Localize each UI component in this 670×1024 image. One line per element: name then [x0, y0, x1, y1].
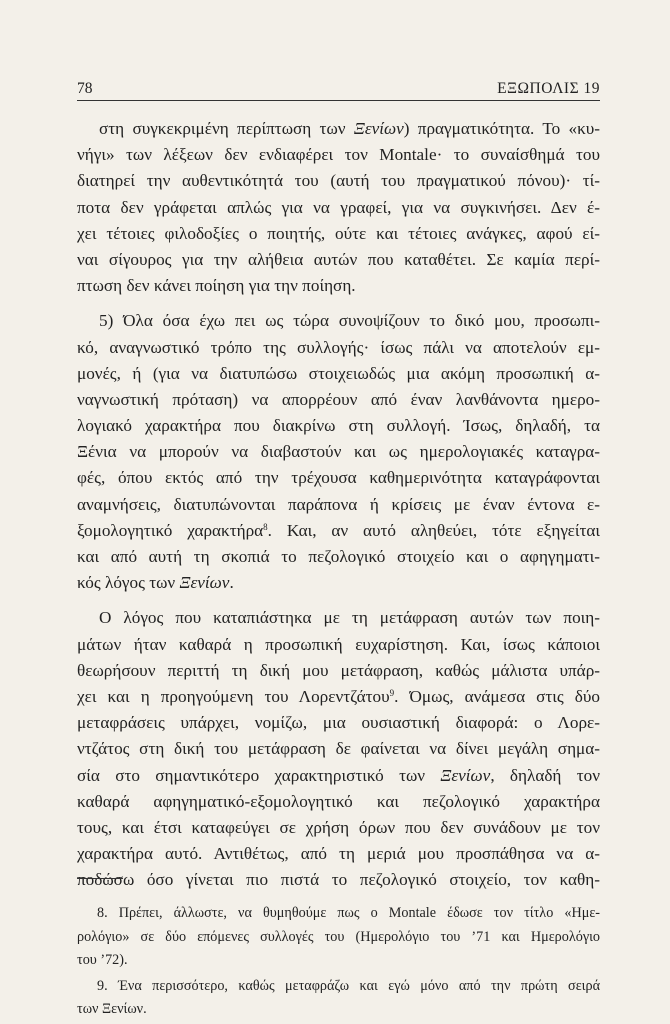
text-run: , δηλαδή τον — [490, 765, 600, 785]
text-line — [77, 247, 600, 273]
text-run: διατηρεί την αυθεντικότητά του (αυτή του πραγματικού πόνου)· τί- — [77, 171, 600, 191]
paragraph — [77, 605, 600, 893]
text-line — [77, 465, 600, 491]
text-run: ξομολογητικό χαρακτήρα — [77, 520, 264, 540]
text-line — [77, 413, 600, 439]
text-run: χει και η προηγούμενη του Λορεντζάτου — [77, 686, 390, 706]
text-line — [77, 998, 600, 1022]
italic-title: Ξενίων — [353, 119, 404, 138]
text-run: στη συγκεκριμένη περίπτωση των — [99, 119, 354, 138]
text-line — [77, 815, 600, 841]
text-run: ) πραγματικότητα. Το «κυ- — [403, 119, 600, 138]
running-header — [77, 78, 600, 101]
italic-title: Ξενίων — [179, 573, 230, 593]
text-run: ντζάτος στη δική του μετάφραση δε φαίνεται να δίνει μεγάλη σημα- — [77, 739, 600, 759]
text-run: λογιακό χαρακτήρα που διακρίνω στη συλλογή. Ίσως, δηλαδή, τα — [77, 416, 600, 436]
paragraph — [77, 116, 600, 299]
text-run: θεωρήσουν περιττή τη δική μου μετάφραση, καθώς μάλιστα υπάρ- — [77, 660, 600, 680]
text-line — [77, 902, 600, 926]
text-run: κός λόγος των — [77, 573, 180, 593]
text-line — [77, 142, 600, 168]
text-line — [77, 439, 600, 465]
text-line — [77, 570, 600, 596]
text-run: 5) Όλα όσα έχω πει ως τώρα συνοψίζουν το δικό μου, προσωπι- — [99, 311, 600, 331]
text-line — [77, 387, 600, 413]
text-line — [77, 949, 600, 973]
paragraph — [77, 308, 600, 596]
text-run: . — [229, 573, 234, 593]
italic-title: Ξενίων — [440, 765, 491, 785]
text-line — [77, 867, 600, 893]
text-run: Ο λόγος που καταπιάστηκα με τη μετάφραση αυτών των ποιη- — [99, 608, 600, 628]
text-run: 8. Πρέπει, άλλωστε, να θυμηθούμε πως ο Montale έδωσε τον τίτλο «Ημε- — [97, 905, 600, 921]
text-line — [77, 335, 600, 361]
text-run: των Ξενίων. — [77, 1001, 147, 1017]
text-line — [77, 492, 600, 518]
text-line — [77, 518, 600, 544]
text-line — [77, 684, 600, 710]
page-number: 78 — [77, 80, 93, 97]
text-run: και από αυτή τη σκοπιά το πεζολογικό στοιχείο και ο αφηγηματι- — [77, 547, 600, 566]
text-run: τους, και έτσι καταφεύγει σε χρήση όρων που δεν συνάδουν με τον — [77, 817, 600, 837]
text-run: ποτα δεν γράφεται απλώς για να γραφεί, για να συγκινήσει. Δεν έ- — [77, 197, 600, 217]
text-line — [77, 116, 600, 142]
text-run: ποδώσω όσο γίνεται πιο πιστά το πεζολογικό στοιχείο, τον καθη- — [77, 870, 600, 890]
footnote-reference: 8 — [263, 521, 268, 532]
text-line — [77, 975, 600, 999]
text-run: χει τέτοιες φιλοδοξίες ο ποιητής, ούτε και τέτοιες ανάγκες, αφού εί- — [77, 223, 600, 243]
text-line — [77, 632, 600, 658]
text-run: αναμνήσεις, διατυπώνονται παράπονα ή κρίσεις με έναν έντονα ε- — [77, 494, 600, 514]
footnotes — [77, 902, 600, 1024]
text-line — [77, 168, 600, 194]
text-run: νήγι» των λέξεων δεν ενδιαφέρει τον Montale· το συναίσθημά του — [77, 145, 600, 165]
text-line — [77, 221, 600, 247]
text-run: πτωση δεν κάνει ποίηση για την ποίηση. — [77, 276, 356, 296]
text-run: μεταφράσεις υπάρχει, νομίζω, μια ουσιαστική διαφορά: ο Λορε- — [77, 713, 600, 733]
text-line — [77, 273, 600, 299]
text-line — [77, 763, 600, 789]
text-run: χαρακτήρα αυτό. Αντιθέτως, από τη μεριά μου προσπάθησα να α- — [77, 844, 600, 864]
text-run: 9. Ένα περισσότερο, καθώς μεταφράζω και εγώ μόνο από την πρώτη σειρά — [97, 977, 600, 994]
text-run: του ’72). — [77, 952, 128, 968]
text-line — [77, 736, 600, 762]
text-run: κό, αναγνωστικό τρόπο της συλλογής· ίσως πάλι να αποτελούν εμ- — [77, 337, 600, 357]
text-run: ναι σίγουρος για την αλήθεια αυτών που καταθέτει. Σε καμία περί- — [77, 249, 600, 269]
text-run: φές, όπου εκτός από την τρέχουσα καθημερινότητα καταγράφονται — [77, 468, 600, 488]
text-run: μάτων ήταν καθαρά η προσωπική ευχαρίστηση. Και, ίσως κάποιοι — [77, 634, 600, 654]
text-line — [77, 841, 600, 867]
footnote-reference: 9 — [389, 687, 395, 698]
footnote — [77, 975, 600, 1022]
text-line — [77, 308, 600, 334]
text-run: μονές, ή (για να διατυπώσω στοιχειωδώς μια ακόμη προσωπική α- — [77, 363, 600, 383]
text-line — [77, 658, 600, 684]
footnote-separator — [77, 878, 123, 879]
text-line — [77, 195, 600, 221]
text-line — [77, 710, 600, 736]
text-line — [77, 605, 600, 631]
text-run: ρολόγιο» σε δύο επόμενες συλλογές του (Ημερολόγιο του ’71 και Ημερολόγιο — [77, 928, 600, 945]
text-run: σία στο σημαντικότερο χαρακτηριστικό των — [77, 765, 441, 785]
text-line — [77, 361, 600, 387]
text-line — [77, 544, 600, 570]
text-line — [77, 789, 600, 815]
text-run: Ξένια να μπορούν να διαβαστούν και ως ημερολογιακές καταγρα- — [77, 442, 600, 462]
body-text — [77, 116, 600, 902]
footnote — [77, 902, 600, 973]
text-run: . Και, αν αυτό αληθεύει, τότε εξηγείται — [267, 520, 600, 540]
running-title: ΕΞΩΠΟΛΙΣ 19 — [497, 80, 600, 97]
text-run: ναγνωστική πρόταση) να απορρέουν από έναν λανθάνοντα ημερο- — [77, 389, 600, 409]
text-run: καθαρά αφηγηματικό-εξομολογητικό και πεζολογικό χαρακτήρα — [77, 791, 600, 811]
text-run: . Όμως, ανάμεσα στις δύο — [394, 686, 600, 706]
text-line — [77, 926, 600, 950]
